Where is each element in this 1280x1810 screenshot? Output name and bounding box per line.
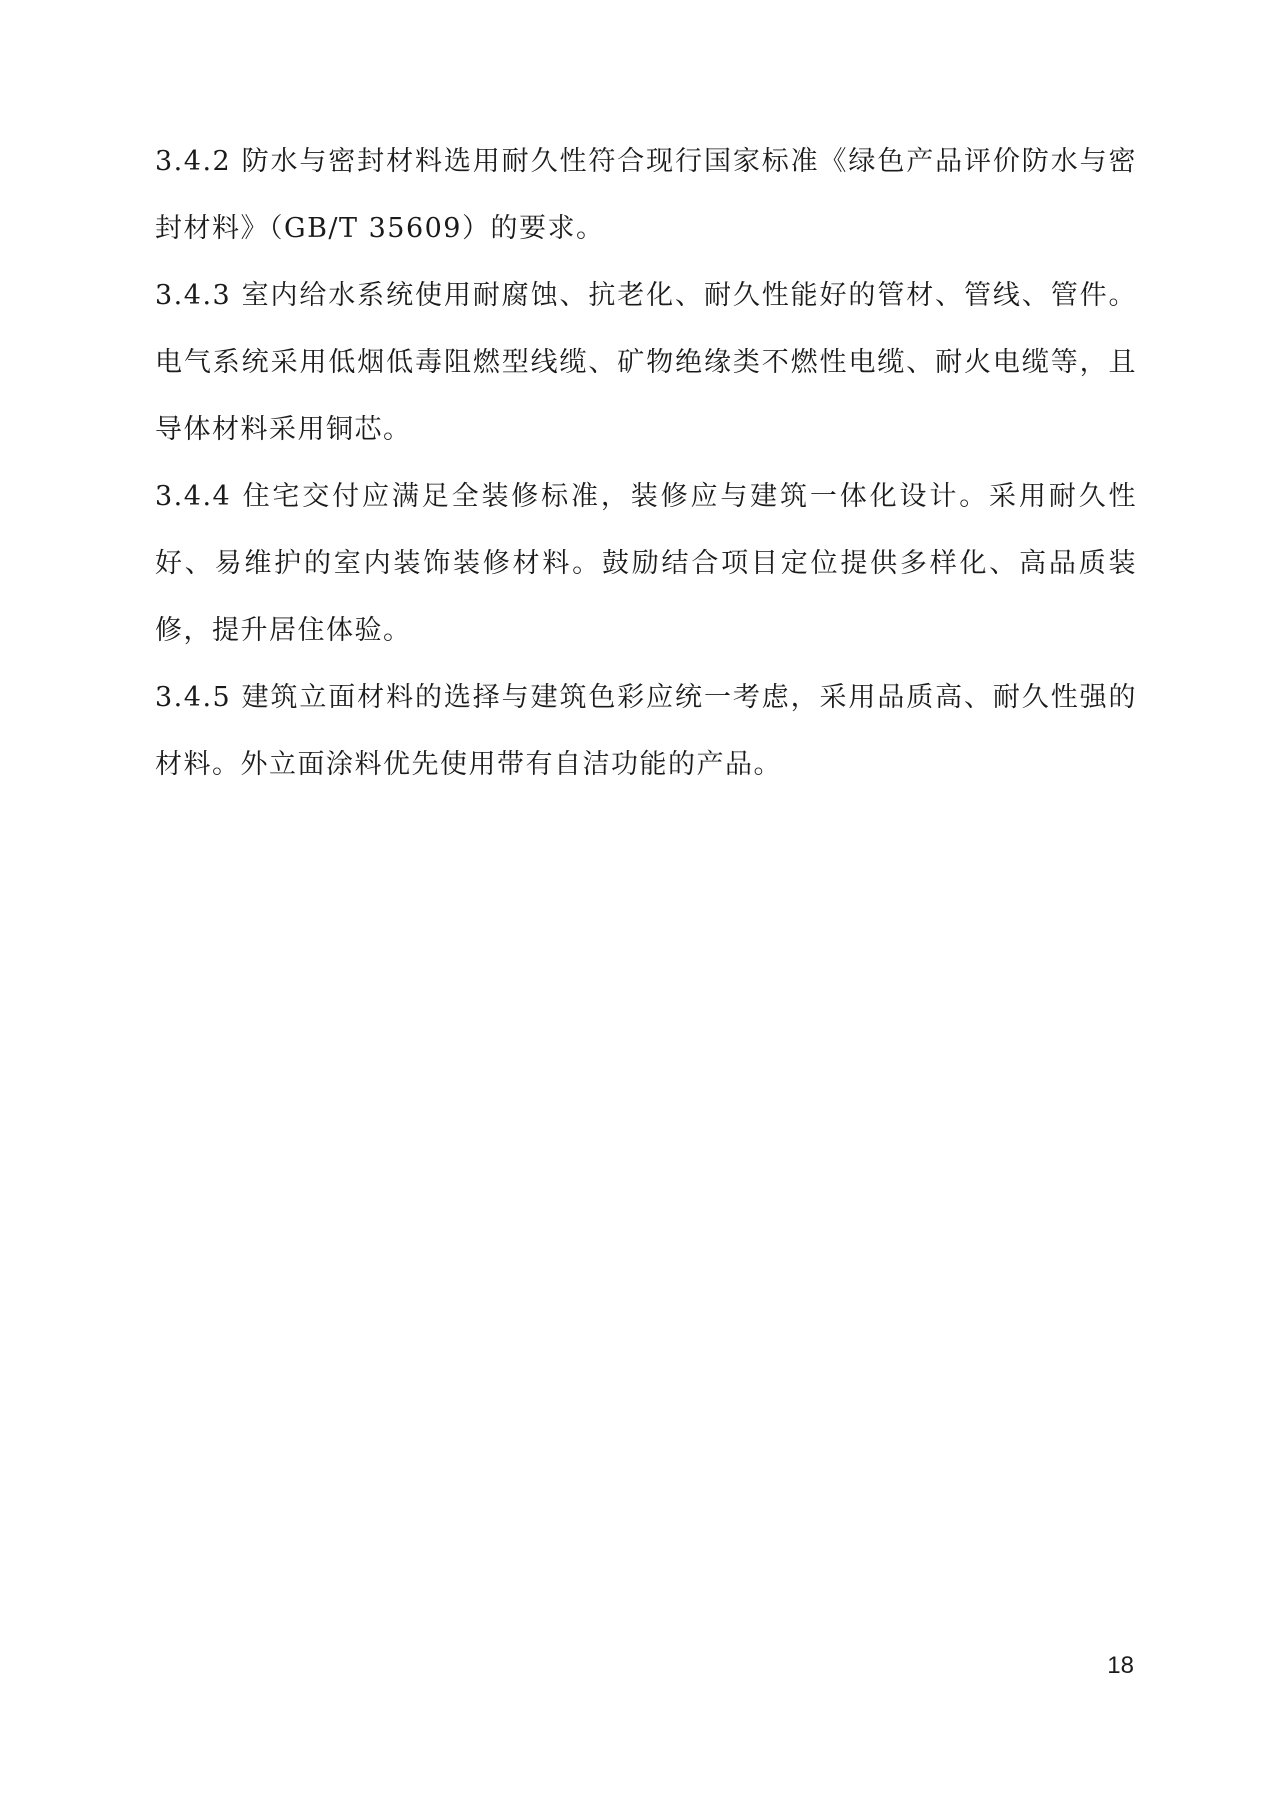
document-body — [155, 128, 1137, 798]
clause-3-4-4 — [155, 463, 1137, 664]
clause-number: 3.4.4 — [155, 481, 232, 512]
clause-number: 3.4.5 — [155, 682, 232, 713]
clause-3-4-3 — [155, 262, 1137, 463]
page-number: 18 — [1107, 1652, 1134, 1679]
clause-text: 防水与密封材料选用耐久性符合现行国家标准《绿色产品评价防水与密封材料》（GB/T 35609）的要求。 — [155, 146, 1137, 244]
clause-number: 3.4.2 — [155, 146, 232, 177]
clause-3-4-5 — [155, 664, 1137, 798]
clause-3-4-2 — [155, 128, 1137, 262]
clause-text: 室内给水系统使用耐腐蚀、抗老化、耐久性能好的管材、管线、管件。电气系统采用低烟低毒阻燃型线缆、矿物绝缘类不燃性电缆、耐火电缆等，且导体材料采用铜芯。 — [155, 280, 1137, 445]
clause-text: 建筑立面材料的选择与建筑色彩应统一考虑，采用品质高、耐久性强的材料。外立面涂料优先使用带有自洁功能的产品。 — [155, 682, 1137, 780]
clause-text: 住宅交付应满足全装修标准，装修应与建筑一体化设计。采用耐久性好、易维护的室内装饰装修材料。鼓励结合项目定位提供多样化、高品质装修，提升居住体验。 — [155, 481, 1137, 646]
clause-number: 3.4.3 — [155, 280, 232, 311]
